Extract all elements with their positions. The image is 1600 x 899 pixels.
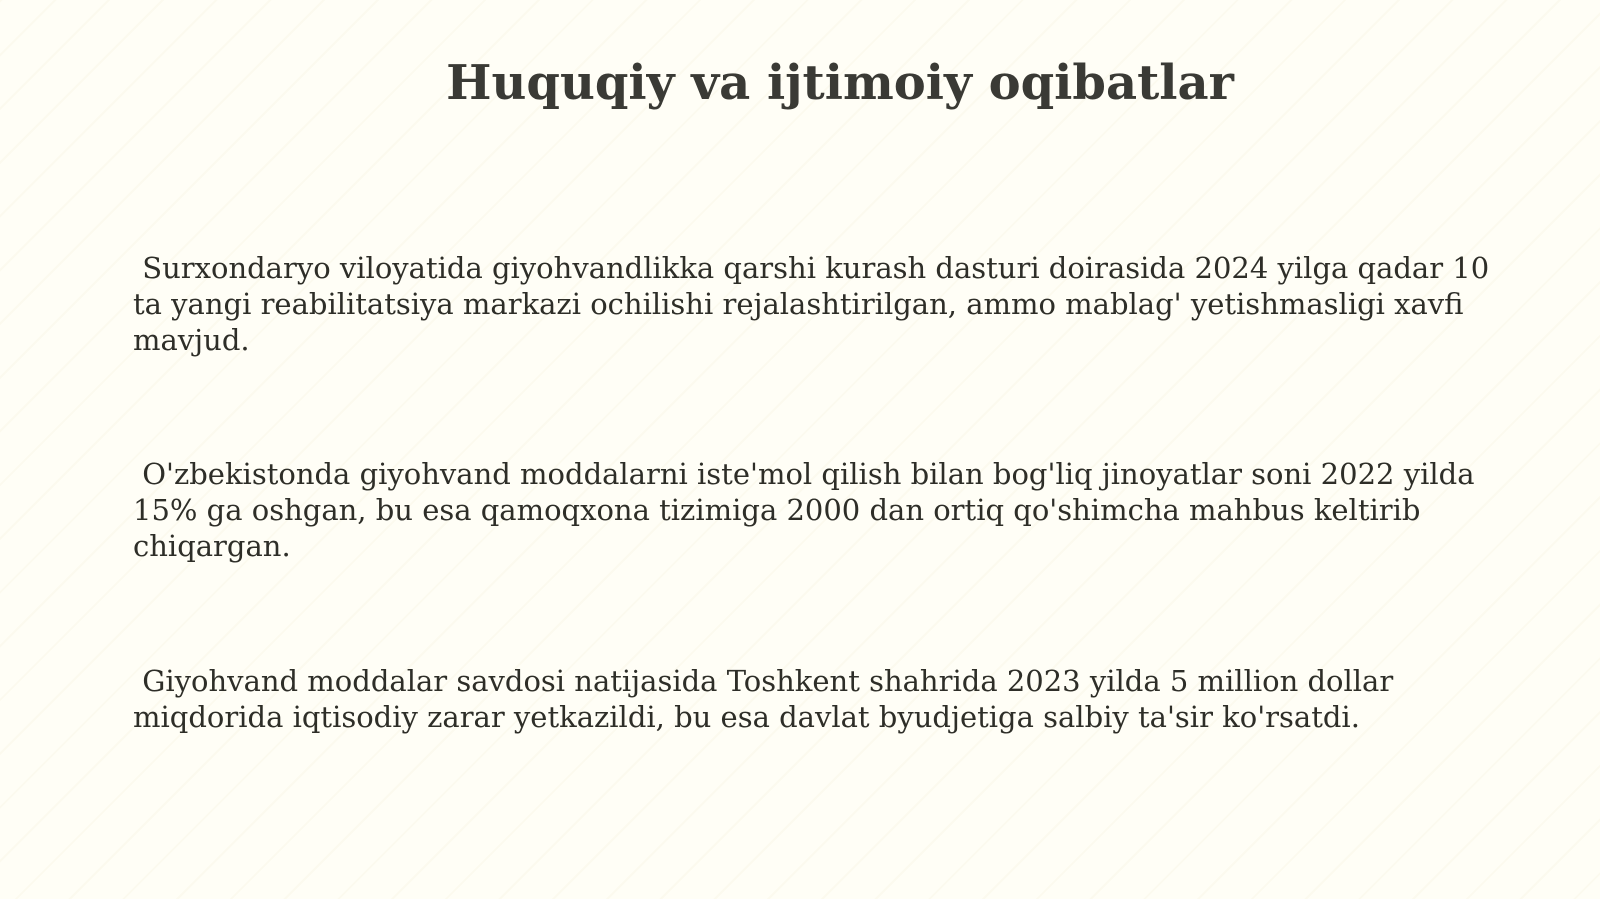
paragraph-crime-statistics: O'zbekistonda giyohvand moddalarni iste'mol qilish bilan bog'liq jinoyatlar soni 2022 yilda 15% ga oshgan, bu esa qamoqxona tizimiga 2000 dan ortiq qo'shimcha mahbus keltirib chiqargan. xyxy=(133,457,1484,563)
paragraph-rehabilitation-centers: Surxondaryo viloyatida giyohvandlikka qarshi kurash dasturi doirasida 2024 yilga qadar 10 ta yangi reabilitatsiya markazi ochilishi rejalashtirilgan, ammo mablag' yetishmasligi xavfi mavjud. xyxy=(133,251,1499,357)
slide-title: Huquqiy va ijtimoiy oqibatlar xyxy=(446,55,1234,111)
paragraph-economic-damage: Giyohvand moddalar savdosi natijasida Toshkent shahrida 2023 yilda 5 million dollar miqdorida iqtisodiy zarar yetkazildi, bu esa davlat byudjetiga salbiy ta'sir ko'rsatdi. xyxy=(133,664,1403,734)
